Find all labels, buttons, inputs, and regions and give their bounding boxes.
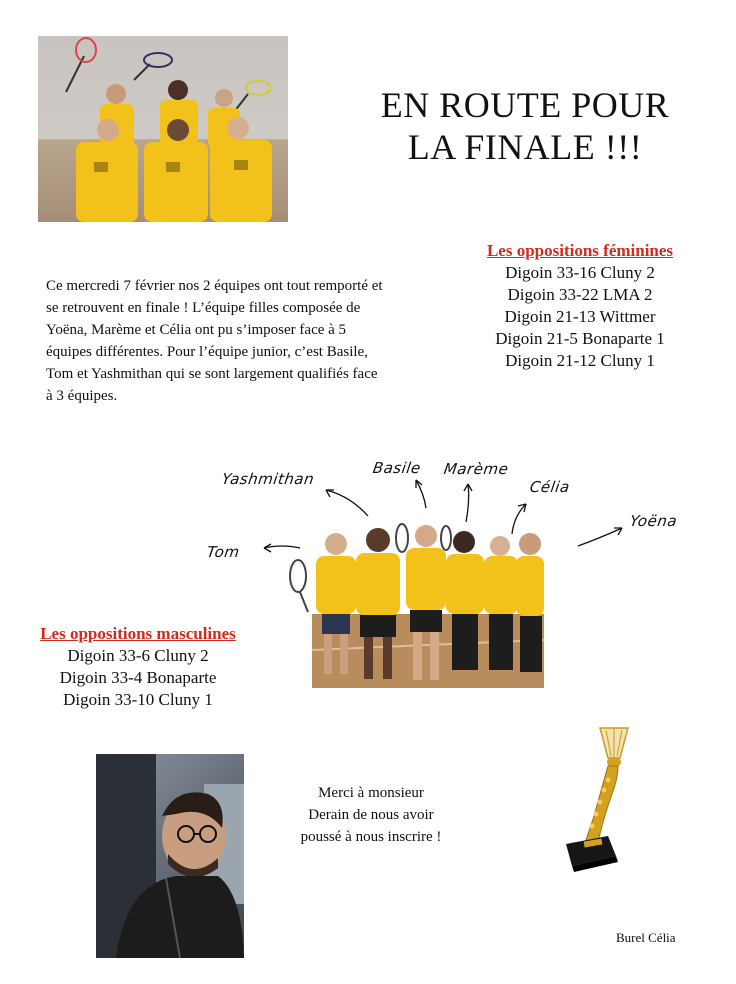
arrow-mareme — [466, 484, 469, 522]
arrow-tom — [264, 546, 300, 548]
result-line: Digoin 21-13 Wittmer — [504, 307, 656, 326]
arrow-yashmithan — [326, 490, 368, 516]
masculine-results-list — [20, 645, 256, 711]
masculine-results-heading: Les oppositions masculines — [40, 624, 236, 643]
feminine-results-heading: Les oppositions féminines — [486, 241, 674, 260]
result-line: Digoin 21-5 Bonaparte 1 — [495, 329, 665, 348]
trophy-image — [538, 724, 650, 872]
result-line: Digoin 33-6 Cluny 2 — [67, 646, 209, 665]
masculine-results — [20, 623, 256, 711]
label-basile: Basile — [371, 459, 423, 477]
trophy-icon — [538, 724, 650, 872]
label-yoena: Yoëna — [628, 512, 679, 530]
thanks-note — [278, 782, 464, 848]
arrow-yoena — [578, 528, 622, 546]
title-line-2: LA FINALE !!! — [407, 127, 643, 167]
article-intro: Ce mercredi 7 février nos 2 équipes ont tout remporté et se retrouvent en finale ! L’équipe filles composée de Yoëna, Marème et Célia ont pu s’imposer face à 5 équipes différentes. Pour l’équipe junior, c’est Basile, Tom et Yashmithan qui se sont largement qualifiés face à 3 équipes. — [46, 278, 383, 404]
title-line-1: EN ROUTE POUR — [380, 85, 670, 125]
result-line: Digoin 33-22 LMA 2 — [507, 285, 653, 304]
thanks-line-2: Derain de nous avoir — [308, 807, 434, 823]
result-line: Digoin 33-16 Cluny 2 — [505, 263, 655, 282]
label-yashmithan: Yashmithan — [220, 470, 316, 488]
teacher-photo — [96, 754, 244, 958]
teacher-photo-illustration — [96, 754, 244, 958]
result-line: Digoin 33-10 Cluny 1 — [63, 690, 213, 709]
label-celia: Célia — [528, 478, 571, 496]
arrow-celia — [512, 504, 526, 534]
label-mareme: Marème — [442, 460, 510, 478]
thanks-line-1: Merci à monsieur — [318, 785, 424, 801]
thanks-line-3: poussé à nous inscrire ! — [300, 829, 442, 845]
result-line: Digoin 33-4 Bonaparte — [59, 668, 217, 687]
result-line: Digoin 21-12 Cluny 1 — [505, 351, 655, 370]
label-tom: Tom — [205, 543, 241, 561]
author-credit: Burel Célia — [616, 930, 676, 945]
